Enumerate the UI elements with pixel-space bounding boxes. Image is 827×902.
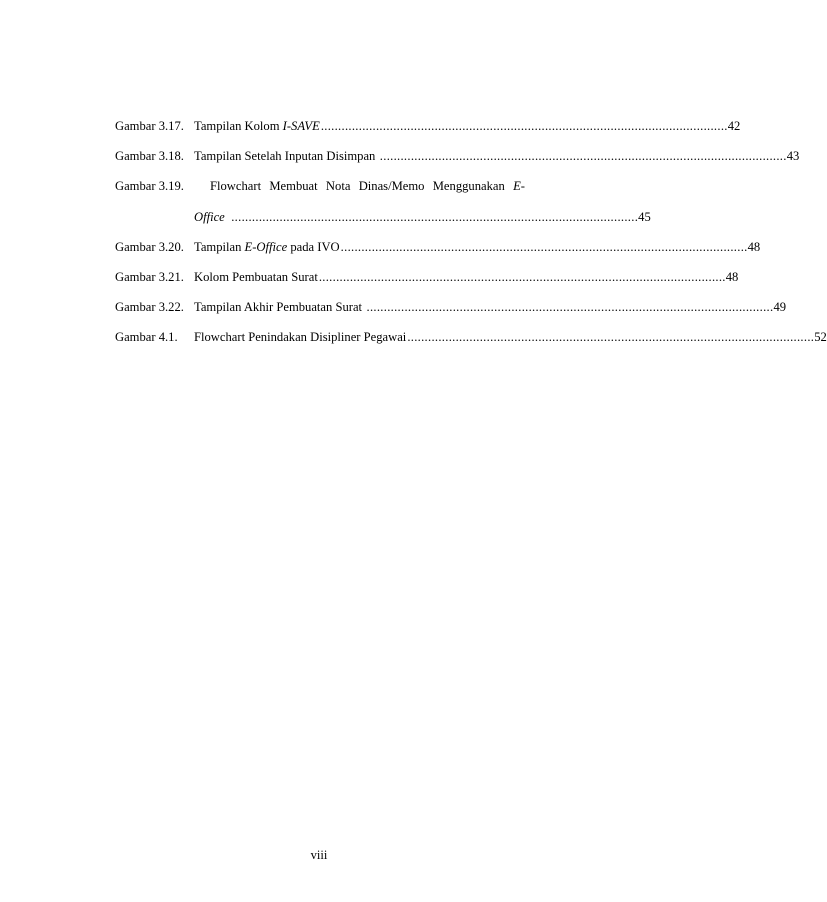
figure-number: Gambar 3.20.: [115, 239, 184, 254]
title-word: Flowchart: [210, 179, 262, 194]
figure-number: Gambar 3.17.: [115, 119, 184, 133]
figure-title-text: Tampilan Kolom: [194, 119, 283, 133]
figure-title-continuation: Office: [194, 209, 225, 224]
page-number: 42: [727, 119, 741, 133]
figure-title: [194, 329, 406, 345]
figure-number: Gambar 3.19.: [115, 179, 184, 194]
dot-leader: ......................................................................................................................: [318, 269, 726, 284]
toc-entry[interactable]: [115, 178, 651, 224]
title-word: Menggunakan: [432, 179, 505, 194]
figure-title: [194, 269, 318, 285]
figure-title-text: Tampilan: [194, 239, 245, 254]
figure-number: Gambar 3.21.: [115, 269, 184, 284]
page-number: 43: [786, 149, 800, 164]
page-number: 52: [814, 330, 827, 345]
figure-title: [210, 178, 525, 194]
dot-leader: ......................................................................................................................: [320, 119, 728, 133]
figure-title-after: pada IVO: [287, 239, 340, 254]
title-word: Nota: [325, 179, 351, 194]
list-of-figures: [115, 118, 827, 360]
figure-title: [194, 148, 375, 164]
dot-leader: ......................................................................................................................: [407, 330, 815, 345]
page-number: 45: [638, 209, 651, 224]
toc-entry[interactable]: [115, 269, 739, 285]
figure-title-text: Flowchart Penindakan Disipliner Pegawai: [194, 330, 407, 345]
page-number: 49: [773, 300, 787, 315]
figure-number: Gambar 3.22.: [115, 300, 184, 315]
figure-title-text: Tampilan Akhir Pembuatan Surat: [194, 300, 363, 315]
toc-entry[interactable]: [115, 329, 827, 345]
figure-number: Gambar 4.1.: [115, 330, 178, 345]
figure-title-text: Kolom Pembuatan Surat: [194, 269, 318, 284]
dot-leader: ......................................................................................................................: [227, 209, 639, 224]
page-number: 48: [725, 269, 739, 284]
dot-leader: ......................................................................................................................: [340, 239, 748, 254]
title-word: Dinas/Memo: [358, 179, 425, 194]
toc-entry[interactable]: [115, 148, 800, 164]
title-word: E-: [513, 179, 525, 194]
figure-title: [194, 239, 340, 255]
title-word: Membuat: [269, 179, 318, 194]
dot-leader: ......................................................................................................................: [363, 300, 774, 315]
figure-title-text: Tampilan Setelah Inputan Disimpan: [194, 149, 376, 164]
toc-entry[interactable]: [115, 239, 761, 255]
figure-number: Gambar 3.18.: [115, 149, 184, 164]
dot-leader: ......................................................................................................................: [376, 149, 787, 164]
figure-title-italic: I-SAVE: [282, 119, 320, 133]
figure-title: [194, 299, 362, 315]
figure-title: [194, 118, 320, 134]
toc-entry[interactable]: [115, 118, 741, 134]
page-number: 48: [747, 239, 761, 254]
page-footer-number: viii: [310, 848, 328, 862]
toc-entry[interactable]: [115, 299, 787, 315]
figure-title-italic: E-Office: [244, 239, 288, 254]
